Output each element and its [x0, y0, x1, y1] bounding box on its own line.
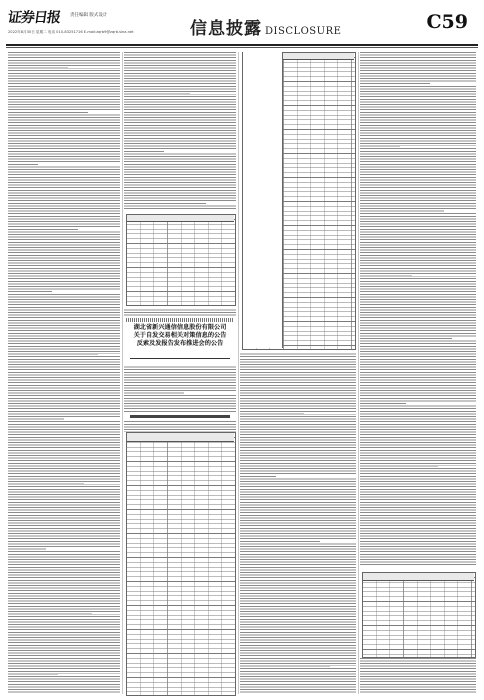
page-number: C59: [426, 11, 468, 33]
notice-heading: [124, 318, 236, 362]
notice-title-line: 反索及发报告发布推进会的公告: [136, 340, 224, 347]
table-item-column: [260, 52, 283, 348]
editor-credit: 责任编辑 版式设计: [70, 13, 108, 18]
section-title-en: DISCLOSURE: [265, 26, 342, 37]
text-column-1: [8, 52, 120, 694]
column-divider: [358, 52, 359, 694]
notice-rule: [130, 358, 230, 359]
table-header: [127, 433, 234, 442]
table-header: [363, 573, 474, 581]
newspaper-logo: [8, 7, 128, 29]
table-group-column: [242, 52, 262, 348]
masthead: [6, 5, 478, 43]
notice-title-line: 湖北省新兴通信信息股份有限公司: [133, 324, 227, 331]
data-table-lower: [126, 432, 236, 696]
notice-title: [124, 324, 236, 348]
masthead-rule: [6, 44, 478, 46]
data-table-small: [362, 572, 476, 658]
notice-code-line: [126, 318, 234, 322]
column-divider: [238, 52, 239, 694]
section-title-cn: 信息披露: [190, 19, 262, 39]
issue-info: 2022年8月30日 星期二 电话 010-83251716 E-mail:zqrb9@zqrb.sina.net: [8, 30, 134, 34]
logo-wordmark: 证券日报: [6, 10, 61, 26]
masthead-rule-thin: [6, 47, 478, 48]
table-header: [127, 215, 234, 222]
data-table-upper: [126, 214, 236, 306]
notice-title-line: 关于自发交易相关对策信息的公告: [133, 332, 227, 339]
table-caption: [130, 415, 230, 418]
section-title: [190, 14, 341, 39]
column-divider: [122, 52, 123, 694]
